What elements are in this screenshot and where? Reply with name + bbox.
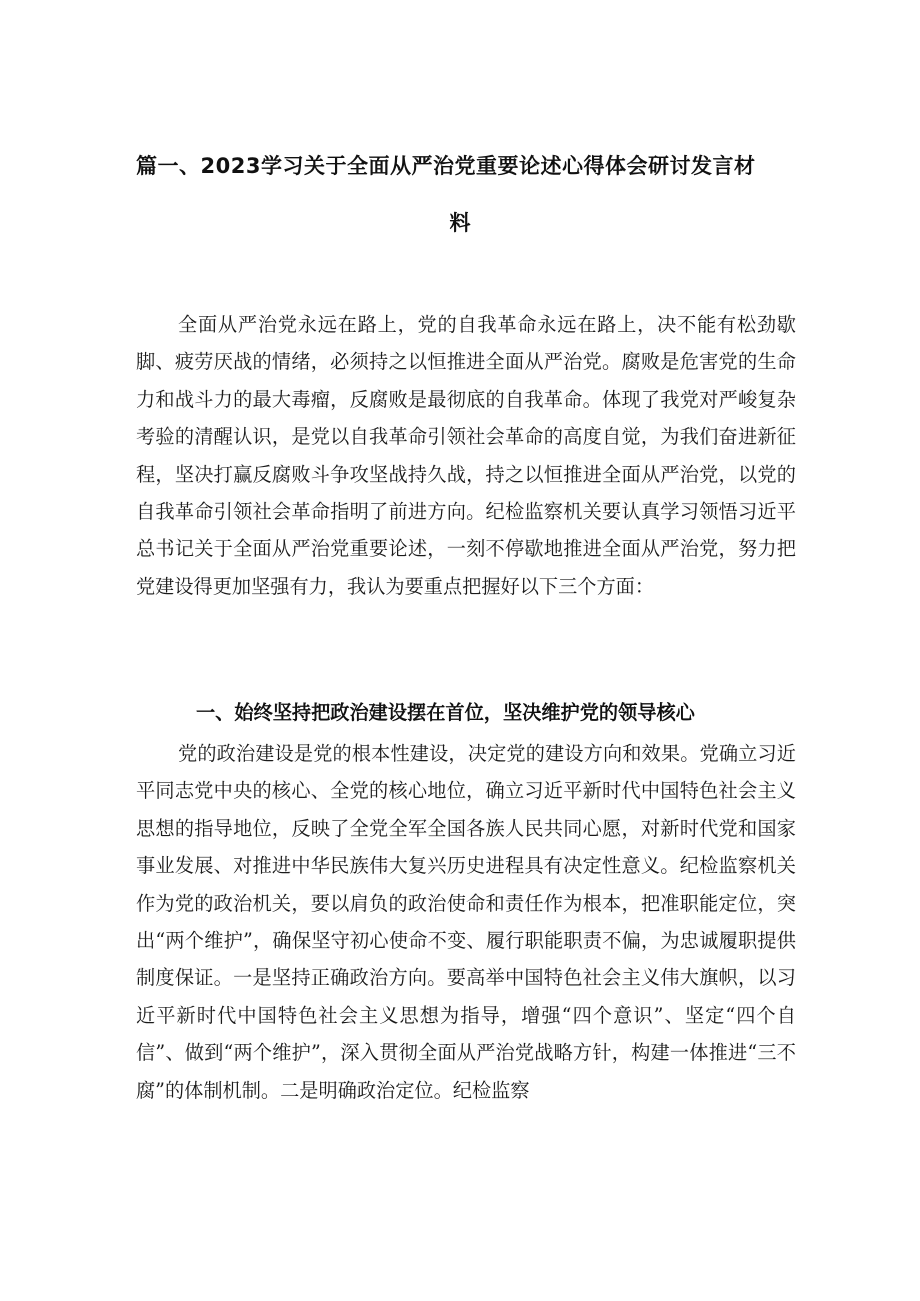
section-heading-1: 一、始终坚持把政治建设摆在首位，坚决维护党的领导核心 (196, 701, 695, 724)
document-title-line-1: 篇一、2023学习关于全面从严治党重要论述心得体会研讨发言材 (136, 154, 756, 178)
body-paragraph-2: 党的政治建设是党的根本性建设，决定党的建设方向和效果。党确立习近平同志党中央的核心、全党的核心地位，确立习近平新时代中国特色社会主义思想的指导地位，反映了全党全军全国各族人民共同心愿，对新时代党和国家事业发展、对推进中华民族伟大复兴历史进程具有决定性意义。纪检监察机关作为党的政治机关，要以肩负的政治使命和责任作为根本，把准职能定位，突出“两个维护”，确保坚守初心使命不变、履行职能职责不偏，为忠诚履职提供制度保证。一是坚持正确政治方向。要高举中国特色社会主义伟大旗帜，以习近平新时代中国特色社会主义思想为指导，增强“四个意识”、坚定“四个自信”、做到“两个维护”，深入贯彻全面从严治党战略方针，构建一体推进“三不腐”的体制机制。二是明确政治定位。纪检监察 (136, 742, 796, 1102)
document-title-line-2: 料 (449, 211, 471, 235)
body-paragraph-1: 全面从严治党永远在路上，党的自我革命永远在路上，决不能有松劲歇脚、疲劳厌战的情绪，必须持之以恒推进全面从严治党。腐败是危害党的生命力和战斗力的最大毒瘤，反腐败是最彻底的自我革命。体现了我党对严峻复杂考验的清醒认识，是党以自我革命引领社会革命的高度自觉，为我们奋进新征程，坚决打赢反腐败斗争攻坚战持久战，持之以恒推进全面从严治党，以党的自我革命引领社会革命指明了前进方向。纪检监察机关要认真学习领悟习近平总书记关于全面从严治党重要论述，一刻不停歇地推进全面从严治党，努力把党建设得更加坚强有力，我认为要重点把握好以下三个方面： (136, 313, 796, 598)
